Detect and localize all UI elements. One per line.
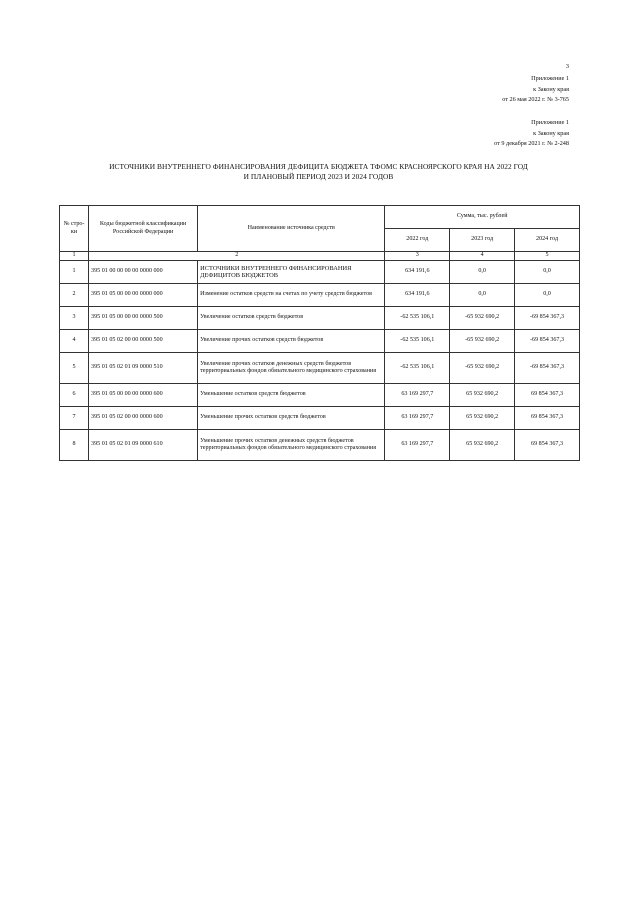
- appendix-current-line2: к Закону края: [533, 85, 569, 93]
- column-index-row: [60, 252, 580, 261]
- row-value-2022: -62 535 106,1: [385, 330, 450, 353]
- row-value-2023: 65 932 690,2: [450, 430, 515, 461]
- row-code: 395 01 05 02 01 09 0000 510: [89, 353, 198, 384]
- row-value-2022: 634 191,6: [385, 284, 450, 307]
- table-row: [60, 430, 580, 461]
- column-index: 5: [515, 252, 580, 261]
- title-line2: И ПЛАНОВЫЙ ПЕРИОД 2023 И 2024 ГОДОВ: [243, 172, 394, 181]
- table-header-row: [60, 206, 580, 229]
- row-value-2024: -69 854 367,3: [515, 330, 580, 353]
- row-code: 395 01 05 02 01 09 0000 610: [89, 430, 198, 461]
- row-name: Увеличение прочих остатков средств бюджетов: [198, 330, 385, 353]
- row-value-2023: 0,0: [450, 261, 515, 284]
- row-value-2022: 63 169 297,7: [385, 407, 450, 430]
- row-value-2022: -62 535 106,1: [385, 307, 450, 330]
- column-index: 3: [385, 252, 450, 261]
- row-number: 3: [60, 307, 89, 330]
- table-row: [60, 353, 580, 384]
- row-name: Изменение остатков средств на счетах по учету средств бюджетов: [198, 284, 385, 307]
- header-year-2023: 2023 год: [450, 229, 515, 252]
- row-number: 7: [60, 407, 89, 430]
- page-number: 3: [565, 63, 569, 70]
- row-number: 4: [60, 330, 89, 353]
- row-value-2023: -65 932 690,2: [450, 330, 515, 353]
- row-number: 1: [60, 261, 89, 284]
- row-code: 395 01 05 00 00 00 0000 000: [89, 284, 198, 307]
- header-year-2022: 2022 год: [385, 229, 450, 252]
- row-value-2022: -62 535 106,1: [385, 353, 450, 384]
- table-row: [60, 307, 580, 330]
- table-row: [60, 284, 580, 307]
- header-classification-code: Коды бюджетной классификации Российской Федерации: [89, 206, 198, 252]
- row-value-2024: -69 854 367,3: [515, 307, 580, 330]
- row-name: ИСТОЧНИКИ ВНУТРЕННЕГО ФИНАНСИРОВАНИЯ ДЕФИЦИТОВ БЮДЖЕТОВ: [198, 261, 385, 284]
- appendix-current-line1: Приложение 1: [531, 75, 569, 82]
- row-value-2024: 69 854 367,3: [515, 430, 580, 461]
- document-title: [40, 162, 597, 182]
- appendix-original-block: [494, 118, 569, 150]
- header-sum: Сумма, тыс. рублей: [385, 206, 580, 229]
- header-row-number: № стро-ки: [60, 206, 89, 252]
- table-row: [60, 261, 580, 284]
- appendix-current-line3: от 26 мая 2022 г. № 3-765: [502, 96, 569, 103]
- table-row: [60, 407, 580, 430]
- appendix-current-block: [502, 74, 569, 106]
- row-value-2023: 65 932 690,2: [450, 384, 515, 407]
- row-value-2022: 63 169 297,7: [385, 430, 450, 461]
- row-number: 6: [60, 384, 89, 407]
- title-line1: ИСТОЧНИКИ ВНУТРЕННЕГО ФИНАНСИРОВАНИЯ ДЕФИЦИТА БЮДЖЕТА ТФОМС КРАСНОЯРСКОГО КРАЯ НА 2022 ГОД: [109, 162, 528, 171]
- header-year-2024: 2024 год: [515, 229, 580, 252]
- row-name: Уменьшение прочих остатков денежных средств бюджетов территориальных фондов обязательного медицинского страхования: [198, 430, 385, 461]
- row-value-2022: 634 191,6: [385, 261, 450, 284]
- row-value-2024: 69 854 367,3: [515, 407, 580, 430]
- appendix-original-line3: от 9 декабря 2021 г. № 2-248: [494, 140, 569, 147]
- table-row: [60, 384, 580, 407]
- row-number: 8: [60, 430, 89, 461]
- header-source-name: Наименование источника средств: [198, 206, 385, 252]
- row-name: Уменьшение остатков средств бюджетов: [198, 384, 385, 407]
- row-value-2023: 65 932 690,2: [450, 407, 515, 430]
- row-code: 395 01 05 02 00 00 0000 600: [89, 407, 198, 430]
- row-value-2023: -65 932 690,2: [450, 307, 515, 330]
- column-index: 2: [89, 252, 385, 261]
- row-value-2022: 63 169 297,7: [385, 384, 450, 407]
- row-value-2024: 0,0: [515, 284, 580, 307]
- row-value-2024: -69 854 367,3: [515, 353, 580, 384]
- row-value-2023: 0,0: [450, 284, 515, 307]
- row-number: 5: [60, 353, 89, 384]
- row-code: 395 01 05 00 00 00 0000 500: [89, 307, 198, 330]
- row-value-2024: 0,0: [515, 261, 580, 284]
- column-index: 4: [450, 252, 515, 261]
- row-code: 395 01 00 00 00 00 0000 000: [89, 261, 198, 284]
- financing-sources-table: [59, 205, 580, 461]
- row-value-2024: 69 854 367,3: [515, 384, 580, 407]
- row-code: 395 01 05 02 00 00 0000 500: [89, 330, 198, 353]
- row-value-2023: -65 932 690,2: [450, 353, 515, 384]
- row-code: 395 01 05 00 00 00 0000 600: [89, 384, 198, 407]
- row-name: Увеличение остатков средств бюджетов: [198, 307, 385, 330]
- row-name: Уменьшение прочих остатков средств бюджетов: [198, 407, 385, 430]
- table-row: [60, 330, 580, 353]
- appendix-original-line2: к Закону края: [533, 129, 569, 137]
- row-name: Увеличение прочих остатков денежных средств бюджетов территориальных фондов обязательного медицинского страхования: [198, 353, 385, 384]
- row-number: 2: [60, 284, 89, 307]
- column-index: 1: [60, 252, 89, 261]
- appendix-original-line1: Приложение 1: [531, 119, 569, 126]
